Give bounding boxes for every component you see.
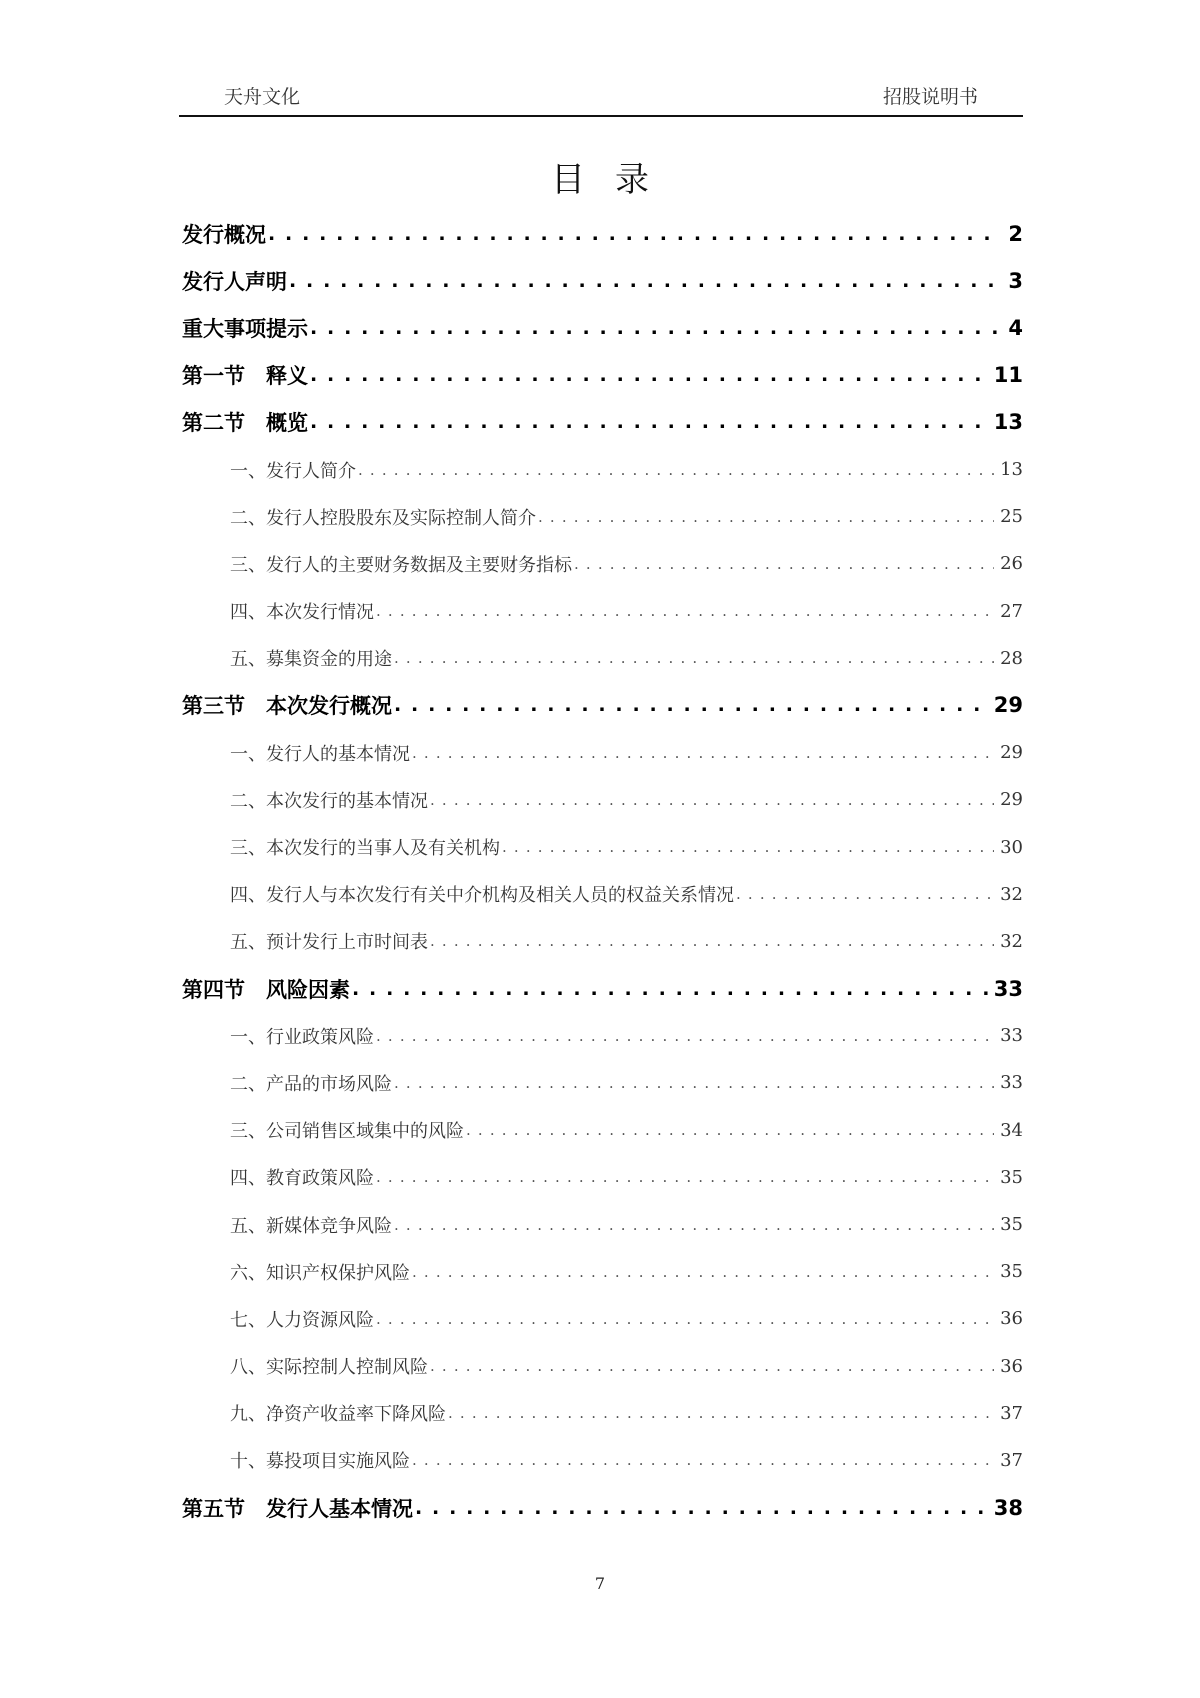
toc-entry-page: 2 <box>1008 221 1023 246</box>
toc-subentry[interactable] <box>182 729 1023 776</box>
toc-entry-page: 35 <box>1000 1261 1023 1283</box>
toc-entry-label: 六、知识产权保护风险 <box>230 1262 410 1284</box>
toc-entry-page: 11 <box>993 363 1023 388</box>
toc-subentry[interactable] <box>182 1295 1023 1342</box>
toc-entry[interactable] <box>182 965 1023 1012</box>
toc-subentry[interactable] <box>182 446 1023 493</box>
toc-entry[interactable] <box>182 210 1023 257</box>
toc-entry-label: 第四节 风险因素 <box>182 977 350 1002</box>
toc-entry[interactable] <box>182 682 1023 729</box>
toc-entry-label: 一、发行人简介 <box>230 460 356 482</box>
toc-leader-dots <box>376 602 994 620</box>
toc-entry-page: 36 <box>1000 1355 1023 1377</box>
toc-leader-dots <box>574 555 994 573</box>
toc-subentry[interactable] <box>182 588 1023 635</box>
toc-entry-label: 五、预计发行上市时间表 <box>230 932 428 954</box>
toc-leader-dots <box>430 791 994 809</box>
toc-subentry[interactable] <box>182 1107 1023 1154</box>
toc-subentry[interactable] <box>182 918 1023 965</box>
toc-entry-page: 3 <box>1008 268 1023 293</box>
toc-entry-page: 37 <box>1000 1402 1023 1424</box>
toc-subentry[interactable] <box>182 776 1023 823</box>
toc-leader-dots <box>394 1216 994 1234</box>
toc-subentry[interactable] <box>182 493 1023 540</box>
toc-subentry[interactable] <box>182 1059 1023 1106</box>
toc-entry-page: 25 <box>1000 506 1023 528</box>
toc-leader-dots <box>394 694 988 716</box>
toc-subentry[interactable] <box>182 540 1023 587</box>
toc-entry[interactable] <box>182 304 1023 351</box>
toc-subentry[interactable] <box>182 823 1023 870</box>
toc-entry-page: 4 <box>1008 315 1023 340</box>
toc-leader-dots <box>289 270 1002 292</box>
toc-entry-label: 三、本次发行的当事人及有关机构 <box>230 838 500 860</box>
toc-leader-dots <box>394 1074 994 1092</box>
toc-leader-dots <box>412 744 994 762</box>
toc-subentry[interactable] <box>182 1390 1023 1437</box>
toc-entry-label: 二、本次发行的基本情况 <box>230 790 428 812</box>
toc-entry-page: 30 <box>1000 836 1023 858</box>
toc-entry-label: 五、新媒体竞争风险 <box>230 1215 392 1237</box>
toc-subentry[interactable] <box>182 1437 1023 1484</box>
toc-entry-label: 第三节 本次发行概况 <box>182 694 392 719</box>
toc-entry-page: 13 <box>1000 459 1023 481</box>
toc-leader-dots <box>376 1310 994 1328</box>
toc-leader-dots <box>430 1357 994 1375</box>
toc-entry[interactable] <box>182 352 1023 399</box>
toc-entry-page: 35 <box>1000 1166 1023 1188</box>
toc-subentry[interactable] <box>182 871 1023 918</box>
toc-entry-label: 九、净资产收益率下降风险 <box>230 1404 446 1426</box>
header-document-type: 招股说明书 <box>882 86 978 108</box>
toc-leader-dots <box>268 223 1002 245</box>
toc-entry-label: 第二节 概览 <box>182 411 308 436</box>
toc-entry-page: 29 <box>1000 742 1023 764</box>
toc-leader-dots <box>412 1263 994 1281</box>
toc-leader-dots <box>430 932 994 950</box>
toc-entry-label: 二、产品的市场风险 <box>230 1073 392 1095</box>
toc-entry-page: 33 <box>993 976 1023 1001</box>
toc-leader-dots <box>502 838 994 856</box>
page-number: 7 <box>594 1574 606 1593</box>
toc-entry-label: 五、募集资金的用途 <box>230 649 392 671</box>
table-of-contents <box>182 210 1023 1531</box>
toc-leader-dots <box>412 1451 994 1469</box>
toc-entry-page: 29 <box>1000 789 1023 811</box>
toc-entry-label: 第五节 发行人基本情况 <box>182 1496 413 1521</box>
toc-entry-page: 13 <box>993 410 1023 435</box>
page-title: 目录 <box>551 160 679 200</box>
toc-entry-page: 33 <box>1000 1025 1023 1047</box>
toc-entry-page: 28 <box>1000 647 1023 669</box>
toc-entry-page: 35 <box>1000 1214 1023 1236</box>
toc-leader-dots <box>310 411 988 433</box>
toc-entry[interactable] <box>182 399 1023 446</box>
toc-entry-page: 34 <box>1000 1119 1023 1141</box>
toc-entry-label: 发行人声明 <box>182 269 287 294</box>
toc-entry-page: 38 <box>993 1495 1023 1520</box>
toc-entry-page: 32 <box>1000 883 1023 905</box>
page-header <box>179 78 1023 117</box>
toc-entry-page: 32 <box>1000 930 1023 952</box>
toc-leader-dots <box>466 1121 994 1139</box>
toc-entry-label: 三、公司销售区域集中的风险 <box>230 1121 464 1143</box>
toc-entry-page: 33 <box>1000 1072 1023 1094</box>
toc-leader-dots <box>352 978 988 1000</box>
toc-entry-label: 三、发行人的主要财务数据及主要财务指标 <box>230 554 572 576</box>
toc-entry-label: 第一节 释义 <box>182 364 308 389</box>
toc-entry-page: 36 <box>1000 1308 1023 1330</box>
toc-entry[interactable] <box>182 257 1023 304</box>
toc-leader-dots <box>394 649 994 667</box>
toc-entry-label: 八、实际控制人控制风险 <box>230 1357 428 1379</box>
toc-subentry[interactable] <box>182 1248 1023 1295</box>
toc-leader-dots <box>736 885 994 903</box>
toc-leader-dots <box>376 1168 994 1186</box>
toc-entry[interactable] <box>182 1484 1023 1531</box>
toc-leader-dots <box>310 317 1002 339</box>
toc-entry-page: 37 <box>1000 1449 1023 1471</box>
toc-entry-label: 一、行业政策风险 <box>230 1026 374 1048</box>
toc-leader-dots <box>415 1497 988 1519</box>
toc-leader-dots <box>448 1404 994 1422</box>
toc-entry-label: 重大事项提示 <box>182 316 308 341</box>
toc-entry-label: 四、教育政策风险 <box>230 1168 374 1190</box>
toc-leader-dots <box>376 1027 994 1045</box>
toc-leader-dots <box>310 364 988 386</box>
toc-subentry[interactable] <box>182 1343 1023 1390</box>
toc-subentry[interactable] <box>182 1201 1023 1248</box>
toc-leader-dots <box>538 508 994 526</box>
toc-entry-label: 四、发行人与本次发行有关中介机构及相关人员的权益关系情况 <box>230 885 734 907</box>
toc-subentry[interactable] <box>182 1012 1023 1059</box>
toc-subentry[interactable] <box>182 1154 1023 1201</box>
toc-subentry[interactable] <box>182 635 1023 682</box>
toc-entry-label: 七、人力资源风险 <box>230 1309 374 1331</box>
toc-entry-label: 一、发行人的基本情况 <box>230 743 410 765</box>
toc-entry-label: 二、发行人控股股东及实际控制人简介 <box>230 507 536 529</box>
toc-entry-label: 十、募投项目实施风险 <box>230 1451 410 1473</box>
toc-entry-label: 四、本次发行情况 <box>230 602 374 624</box>
toc-entry-page: 26 <box>1000 553 1023 575</box>
toc-entry-label: 发行概况 <box>182 222 266 247</box>
toc-entry-page: 27 <box>1000 600 1023 622</box>
toc-entry-page: 29 <box>993 693 1023 718</box>
header-company-name: 天舟文化 <box>224 86 301 108</box>
toc-leader-dots <box>358 461 994 479</box>
